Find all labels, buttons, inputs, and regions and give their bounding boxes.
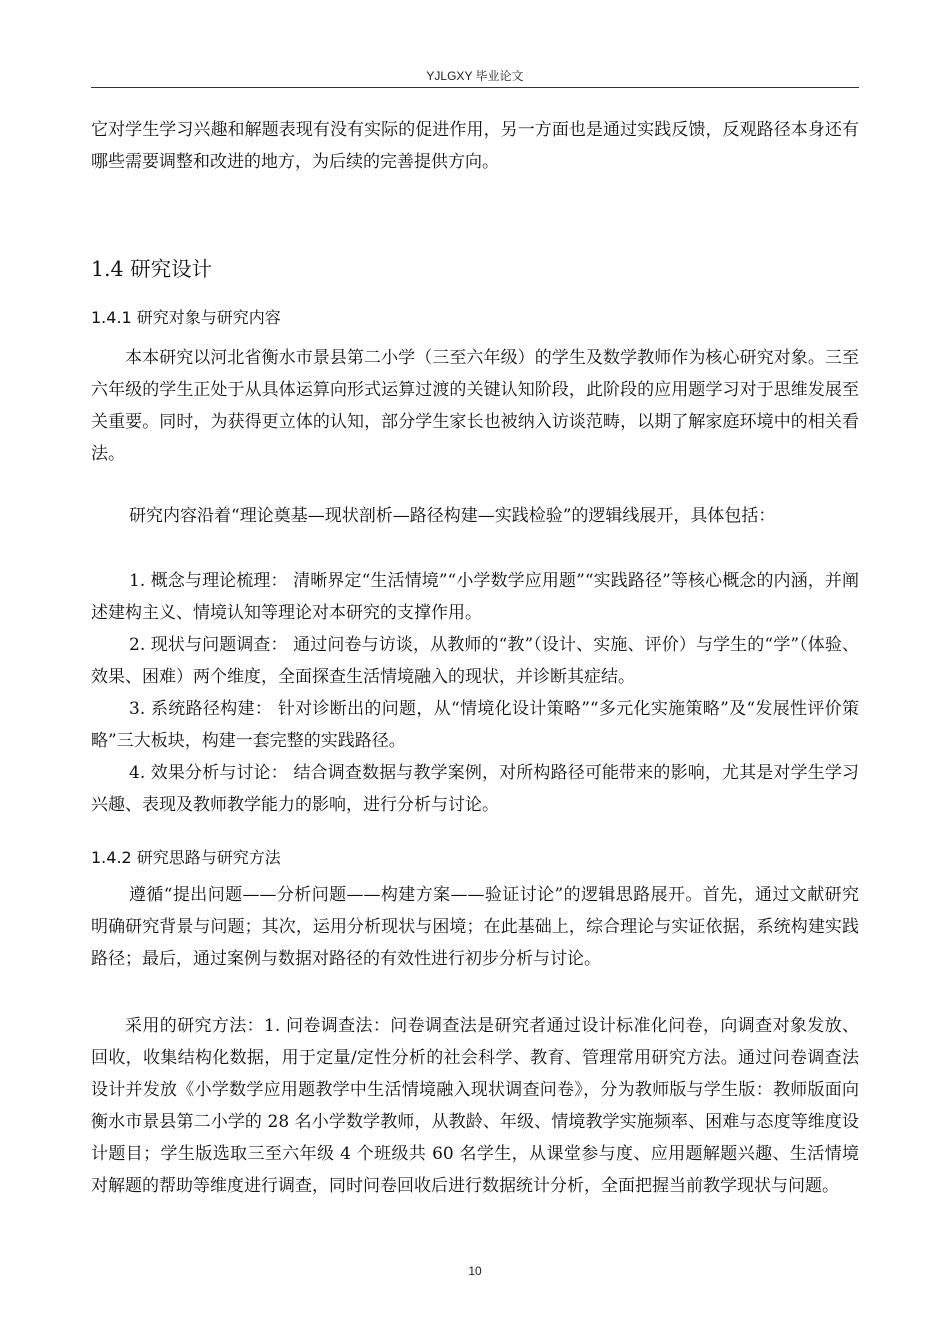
list-item: 2. 现状与问题调查： 通过问卷与访谈，从教师的“教”（设计、实施、评价）与学生的“学”（体验、效果、困难）两个维度，全面探查生活情境融入的现状，并诊断其症结。 <box>91 635 859 687</box>
running-header: YJLGXY 毕业论文 <box>426 69 524 83</box>
subsection-2-paragraph-1: 遵循“提出问题——分析问题——构建方案——验证讨论”的逻辑思路展开。首先，通过文献研究明确研究背景与问题；其次，运用分析现状与困境；在此基础上，综合理论与实证依据，系统构建实践路径；最后，通过案例与数据对路径的有效性进行初步分析与讨论。 <box>91 885 859 969</box>
list-item: 4. 效果分析与讨论： 结合调查数据与教学案例，对所构路径可能带来的影响，尤其是对学生学习兴趣、表现及教师教学能力的影响，进行分析与讨论。 <box>91 763 859 815</box>
subsection-1-paragraph-2: 研究内容沿着“理论奠基—现状剖析—路径构建—实践检验”的逻辑线展开，具体包括： <box>129 506 776 526</box>
header-divider <box>91 87 859 88</box>
subsection-2-paragraph-2: 采用的研究方法：1. 问卷调查法：问卷调查法是研究者通过设计标准化问卷，向调查对象发放、回收，收集结构化数据，用于定量/定性分析的社会科学、教育、管理常用研究方法。通过问卷调查法设计并发放《小学数学应用题教学中生活情境融入现状调查问卷》，分为教师版与学生版：教师版面向衡水市景县第二小学的 28 名小学数学教师，从教龄、年级、情境教学实施频率、困难与态度等维度设计题目；学生版选取三至六年级 4 个班级共 60 名学生，从课堂参与度、应用题解题兴趣、生活情境对解题的帮助等维度进行调查，同时问卷回收后进行数据统计分析，全面把握当前教学现状与问题。 <box>91 1016 859 1196</box>
subsection-heading-1: 1.4.1 研究对象与研究内容 <box>91 308 281 327</box>
subsection-1-paragraph-1: 本本研究以河北省衡水市景县第二小学（三至六年级）的学生及数学教师作为核心研究对象。三至六年级的学生正处于从具体运算向形式运算过渡的关键认知阶段，此阶段的应用题学习对于思维发展至关重要。同时，为获得更立体的认知，部分学生家长也被纳入访谈范畴，以期了解家庭环境中的相关看法。 <box>91 348 859 464</box>
section-heading: 1.4 研究设计 <box>91 257 213 281</box>
list-item: 1. 概念与理论梳理： 清晰界定“生活情境”“小学数学应用题”“实践路径”等核心概念的内涵，并阐述建构主义、情境认知等理论对本研究的支撑作用。 <box>91 571 859 623</box>
subsection-heading-2: 1.4.2 研究思路与研究方法 <box>91 848 281 867</box>
intro-paragraph: 它对学生学习兴趣和解题表现有没有实际的促进作用，另一方面也是通过实践反馈，反观路径本身还有哪些需要调整和改进的地方，为后续的完善提供方向。 <box>91 120 859 172</box>
page-number: 10 <box>468 1264 482 1278</box>
list-item: 3. 系统路径构建： 针对诊断出的问题，从“情境化设计策略”“多元化实施策略”及“发展性评价策略”三大板块，构建一套完整的实践路径。 <box>91 699 859 751</box>
